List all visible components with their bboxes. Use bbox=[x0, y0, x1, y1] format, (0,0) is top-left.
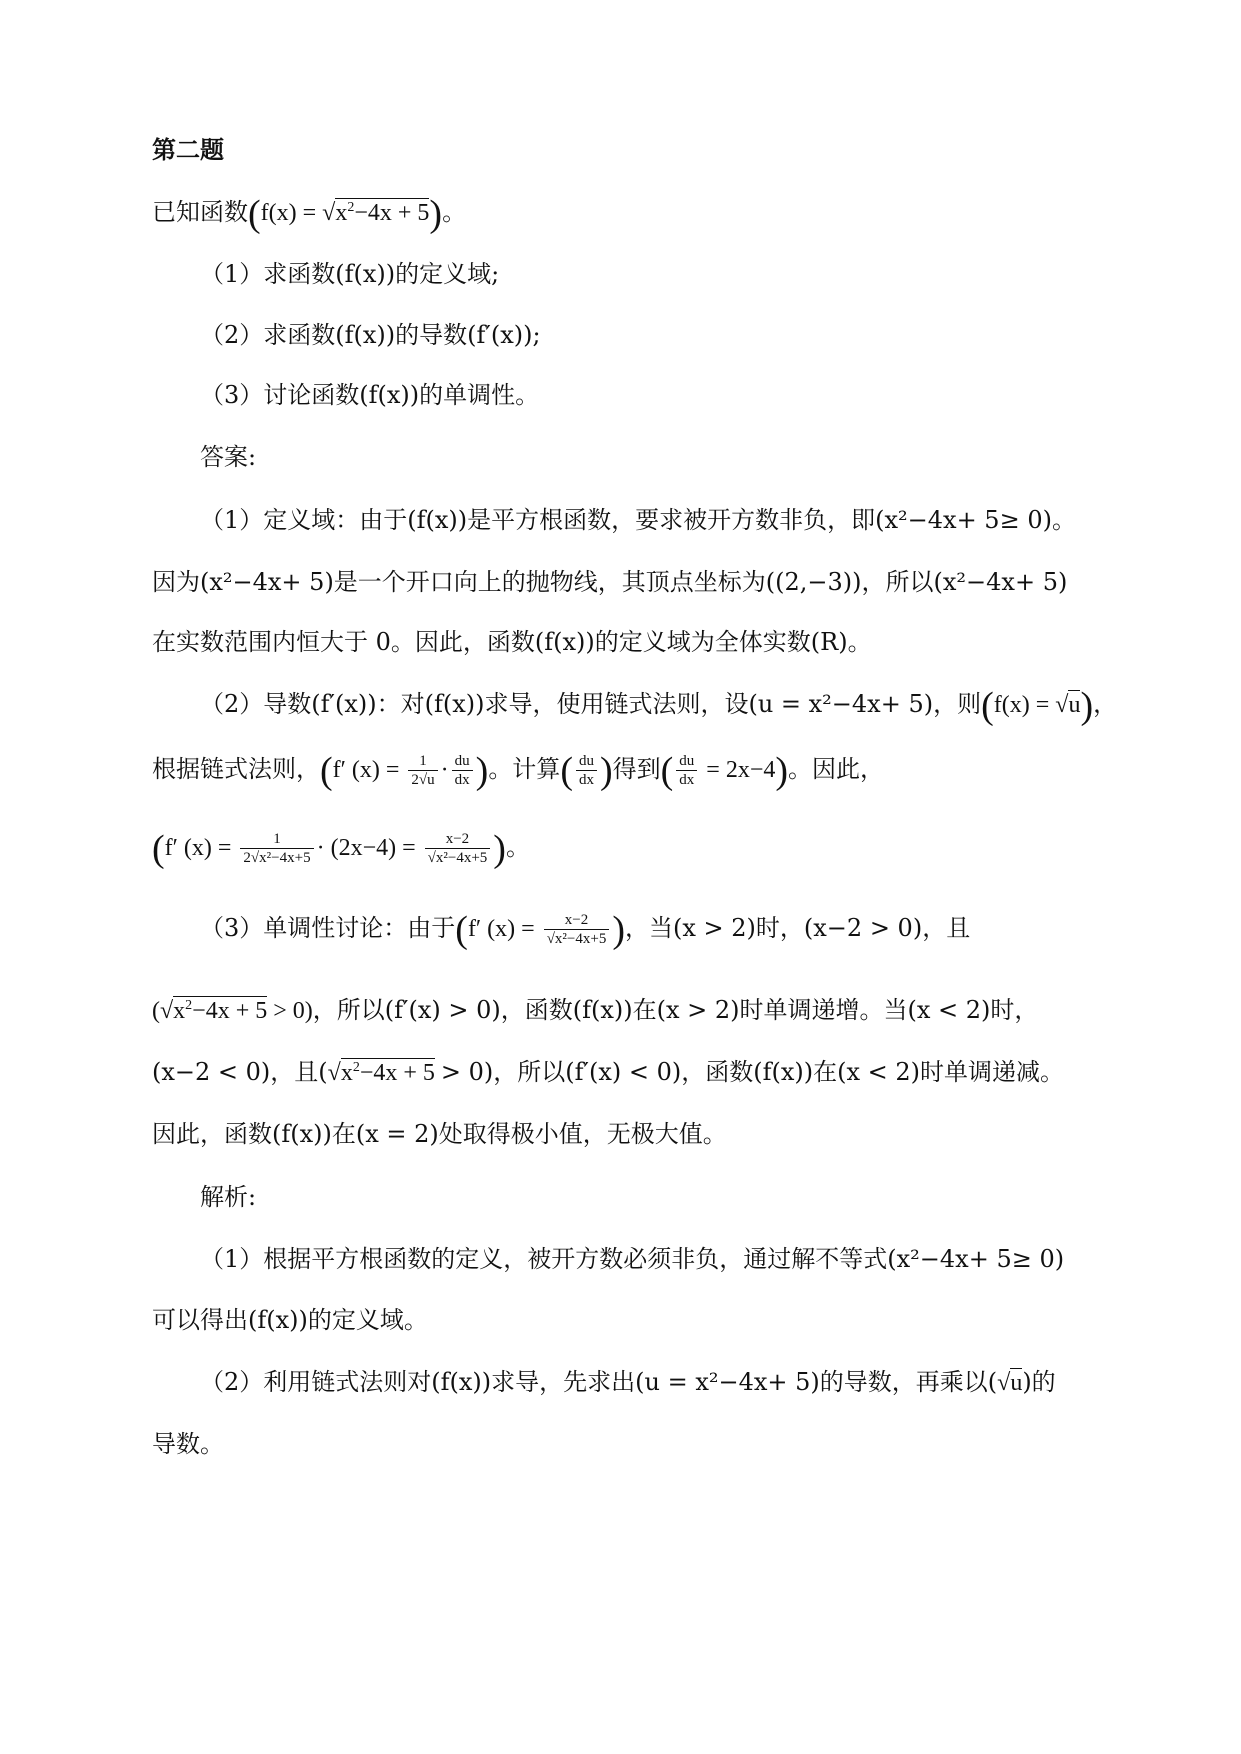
analysis-1-line-2: 可以得出(f(x))的定义域。 bbox=[152, 1306, 428, 1334]
answer-label: 答案: bbox=[200, 443, 257, 471]
problem-title: 第二题 bbox=[152, 135, 224, 164]
answer-2-line-1: （2）导数(f′(x))：对(f(x))求导，使用链式法则，设(u = x²−4x+ 5)，则(f(x) = √u)， bbox=[200, 685, 1118, 727]
analysis-2-line-1: （2）利用链式法则对(f(x))求导，先求出(u = x²−4x+ 5)的导数，再乘以(√u)的 bbox=[200, 1368, 1056, 1396]
question-2: （2）求函数(f(x))的导数(f′(x)); bbox=[200, 321, 541, 349]
answer-2-line-2: 根据链式法则，(f′ (x) = $\frac{1}{2√u}$ · $\frac{du}{dx}$ )。计算( $\frac{du}{dx}$ )得到( $\frac{du}{dx}$ = 2x−4)。因此， bbox=[152, 750, 885, 792]
answer-3-line-2: $(√x^2-4x + 5 > 0)$，所以(f′(x) > 0)，函数(f(x))在(x > 2)时单调递增。当(x < 2)时， bbox=[152, 996, 1039, 1024]
answer-3-line-4: 因此，函数(f(x))在(x = 2)处取得极小值，无极大值。 bbox=[152, 1120, 727, 1148]
analysis-1-line-1: （1）根据平方根函数的定义，被开方数必须非负，通过解不等式(x²−4x+ 5≥ 0) bbox=[200, 1245, 1065, 1273]
answer-3-line-3: (x−2 < 0)，且$(√x^2-4x + 5 > 0)$，所以(f′(x) < 0)，函数(f(x))在(x < 2)时单调递减。 bbox=[152, 1058, 1064, 1086]
answer-1-line-3: 在实数范围内恒大于 0。因此，函数(f(x))的定义域为全体实数(R)。 bbox=[152, 628, 872, 656]
question-3: （3）讨论函数(f(x))的单调性。 bbox=[200, 381, 540, 409]
question-intro: 已知函数$(f(x) = √x^2-4x + 5)$。 bbox=[152, 193, 467, 235]
answer-1-line-1: （1）定义域：由于(f(x))是平方根函数，要求被开方数非负，即(x²−4x+ 5≥ 0)。 bbox=[200, 506, 1076, 534]
answer-1-line-2: 因为(x²−4x+ 5)是一个开口向上的抛物线，其顶点坐标为((2,−3))，所以(x²−4x+ 5) bbox=[152, 568, 1068, 596]
answer-3-line-1: （3）单调性讨论：由于(f′ (x) = $\frac{x-2}{\text{√x²−4x+5}}$ )，当(x > 2)时，(x−2 > 0)，且 bbox=[200, 909, 971, 951]
analysis-label: 解析: bbox=[200, 1183, 257, 1211]
question-1: （1）求函数(f(x))的定义域; bbox=[200, 260, 500, 288]
answer-2-line-3: (f′ (x) = $\frac{1}{\text{2√x²−4x+5}}$ · (2x−4) = $\frac{x-2}{\text{√x²−4x+5}}$ )。 bbox=[152, 828, 530, 870]
analysis-2-line-2: 导数。 bbox=[152, 1430, 224, 1458]
